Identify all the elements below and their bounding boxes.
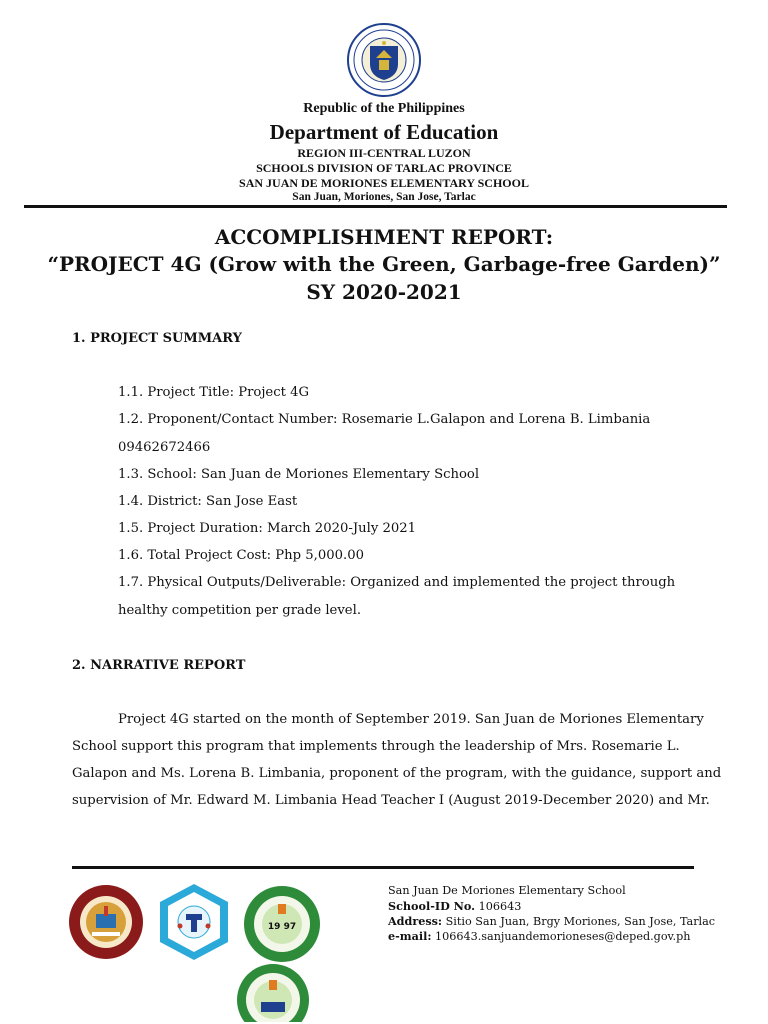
summary-item: 09462672466 [118, 440, 211, 455]
school-address-line: San Juan, Moriones, San Jose, Tarlac [292, 191, 476, 203]
section-heading-narrative-report: 2. NARRATIVE REPORT [72, 658, 246, 673]
summary-item: 1.7. Physical Outputs/Deliverable: Organized and implemented the project through [118, 575, 676, 590]
footer-address [388, 914, 715, 928]
footer-email [388, 929, 690, 943]
footer-school-id [388, 899, 521, 913]
school-logo-year: 19 97 [267, 922, 297, 932]
district-logo [156, 882, 232, 962]
footer-address-value: Sitio San Juan, Brgy Moriones, San Jose, Tarlac [445, 915, 716, 928]
school-year: SY 2020-2021 [306, 280, 462, 304]
narrative-line: supervision of Mr. Edward M. Limbania Head Teacher I (August 2019-December 2020) and Mr. [72, 793, 710, 808]
school-line: SAN JUAN DE MORIONES ELEMENTARY SCHOOL [239, 176, 529, 190]
summary-item: 1.3. School: San Juan de Moriones Elementary School [118, 467, 480, 482]
division-logo [68, 884, 144, 960]
narrative-line: School support this program that implements through the leadership of Mrs. Rosemarie L. [72, 739, 680, 754]
department-name: Department of Education [269, 120, 499, 144]
narrative-line: Galapon and Ms. Lorena B. Limbania, proponent of the program, with the guidance, support and [72, 766, 722, 781]
footer-school-id-value: 106643 [478, 900, 522, 913]
summary-item: 1.5. Project Duration: March 2020-July 2021 [118, 521, 417, 536]
footer-address-label: Address: [388, 914, 443, 928]
report-title: ACCOMPLISHMENT REPORT: [214, 225, 554, 249]
footer-school-id-label: School-ID No. [388, 899, 476, 913]
footer-divider [72, 866, 694, 869]
narrative-line: Project 4G started on the month of September 2019. San Juan de Moriones Elementary [118, 712, 704, 727]
summary-item: 1.4. District: San Jose East [118, 494, 298, 509]
summary-item: 1.6. Total Project Cost: Php 5,000.00 [118, 548, 364, 563]
school-logo-secondary [235, 962, 311, 1022]
division-line: SCHOOLS DIVISION OF TARLAC PROVINCE [256, 161, 512, 175]
republic-line: Republic of the Philippines [303, 101, 465, 116]
summary-item: healthy competition per grade level. [118, 603, 362, 618]
region-line: REGION III-CENTRAL LUZON [297, 146, 471, 160]
section-heading-project-summary: 1. PROJECT SUMMARY [72, 331, 242, 346]
footer-email-value[interactable]: 106643.sanjuandemorioneses@deped.gov.ph [435, 930, 691, 943]
header-divider [24, 205, 727, 208]
footer-school-name: San Juan De Moriones Elementary School [388, 884, 626, 897]
summary-item: 1.2. Proponent/Contact Number: Rosemarie L.Galapon and Lorena B. Limbania [118, 412, 651, 427]
summary-item: 1.1. Project Title: Project 4G [118, 385, 310, 400]
project-title: “PROJECT 4G (Grow with the Green, Garbage-free Garden)” [47, 252, 721, 276]
footer-email-label: e-mail: [388, 929, 432, 943]
deped-seal [346, 22, 422, 98]
